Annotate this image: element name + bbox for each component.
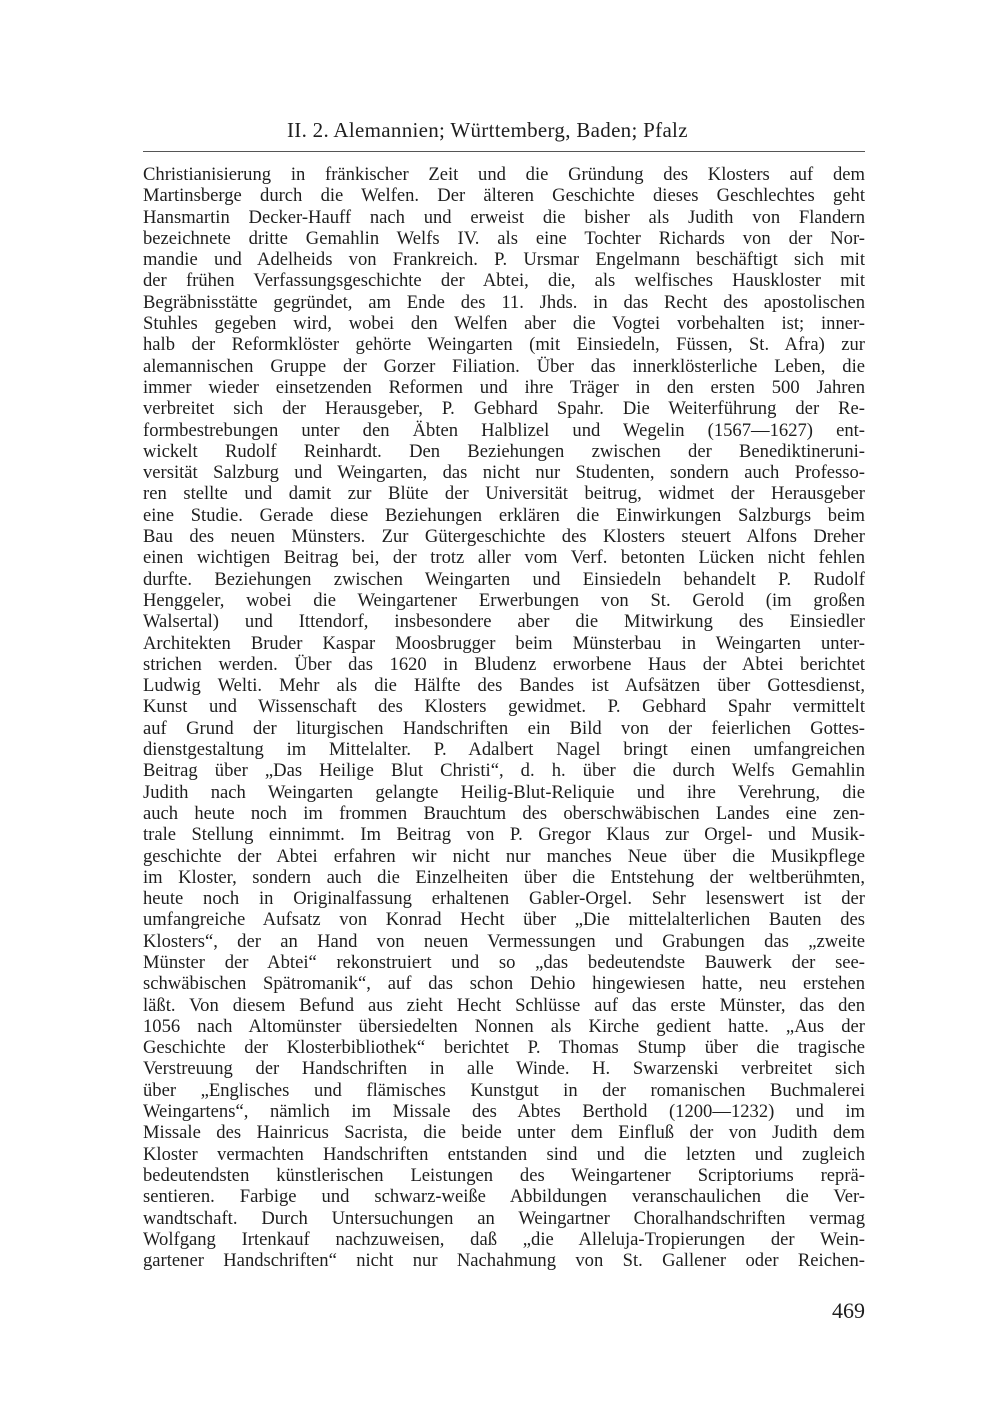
text-line: Martinsberge durch die Welfen. Der älteren Geschichte dieses Geschlechtes geht: [143, 185, 865, 207]
text-line: über „Englisches und flämisches Kunstgut in der romanischen Buchmalerei: [143, 1079, 865, 1101]
text-line: ren stellte und damit zur Blüte der Universität beitrug, widmet der Herausgeber: [143, 483, 865, 505]
text-line: Henggeler, wobei die Weingartener Erwerbungen von St. Gerold (im großen: [143, 589, 865, 611]
text-line: Walsertal) und Ittendorf, insbesondere aber die Mitwirkung des Einsiedler: [143, 611, 865, 633]
text-line: geschichte der Abtei erfahren wir nicht nur manches Neue über die Musikpflege: [143, 845, 865, 867]
text-line: Kloster vermachten Handschriften entstanden sind und die letzten und zugleich: [143, 1143, 865, 1165]
text-line: bezeichnete dritte Gemahlin Welfs IV. als eine Tochter Richards von der Nor-: [143, 227, 865, 249]
text-line: wandtschaft. Durch Untersuchungen an Weingartner Choralhandschriften vermag: [143, 1207, 865, 1229]
text-line: mandie und Adelheids von Frankreich. P. Ursmar Engelmann beschäftigt sich mit: [143, 249, 865, 271]
text-line: schwäbischen Spätromanik“, auf das schon Dehio hingewiesen hatte, neu erstehen: [143, 973, 865, 995]
header-rule: [143, 151, 865, 152]
text-line: Beitrag über „Das Heilige Blut Christi“, d. h. über die durch Welfs Gemahlin: [143, 760, 865, 782]
body-text: [143, 164, 865, 1271]
text-line: bedeutendsten künstlerischen Leistungen des Weingartener Scriptoriums reprä-: [143, 1164, 865, 1186]
text-line: Begräbnisstätte gegründet, am Ende des 11. Jhds. in das Recht des apostolischen: [143, 291, 865, 313]
text-line: heute noch in Originalfassung erhaltenen Gabler-Orgel. Sehr lesenswert ist der: [143, 888, 865, 910]
text-line: formbestrebungen unter den Äbten Halblizel und Wegelin (1567—1627) ent-: [143, 419, 865, 441]
text-line: Weingartens“, nämlich im Missale des Abtes Berthold (1200—1232) und im: [143, 1101, 865, 1123]
text-line: auf Grund der liturgischen Handschriften ein Bild von der feierlichen Gottes-: [143, 717, 865, 739]
text-line: Ludwig Welti. Mehr als die Hälfte des Bandes ist Aufsätzen über Gottesdienst,: [143, 675, 865, 697]
text-line: Missale des Hainricus Sacrista, die beide unter dem Einfluß der von Judith dem: [143, 1122, 865, 1144]
text-line: halb der Reformklöster gehörte Weingarten (mit Einsiedeln, Füssen, St. Afra) zur: [143, 334, 865, 356]
text-line: einen wichtigen Beitrag bei, der trotz aller vom Verf. betonten Lücken nicht fehlen: [143, 547, 865, 569]
text-line: strichen werden. Über das 1620 in Bludenz erworbene Haus der Abtei berichtet: [143, 653, 865, 675]
text-line: gartener Handschriften“ nicht nur Nachahmung von St. Gallener oder Reichen-: [143, 1250, 865, 1272]
text-line: versität Salzburg und Weingarten, das nicht nur Studenten, sondern auch Professo-: [143, 462, 865, 484]
text-line: umfangreiche Aufsatz von Konrad Hecht über „Die mittelalterlichen Bauten des: [143, 909, 865, 931]
text-line: 1056 nach Altomünster übersiedelten Nonnen als Kirche gedient hatte. „Aus der: [143, 1015, 865, 1037]
text-line: Münster der Abtei“ rekonstruiert und so „das bedeutendste Bauwerk der see-: [143, 951, 865, 973]
text-line: durfte. Beziehungen zwischen Weingarten und Einsiedeln behandelt P. Rudolf: [143, 568, 865, 590]
text-line: im Kloster, sondern auch die Einzelheiten über die Entstehung der weltberühmten,: [143, 866, 865, 888]
text-line: der frühen Verfassungsgeschichte der Abtei, die, als welfisches Hauskloster mit: [143, 270, 865, 292]
text-line: Christianisierung in fränkischer Zeit und die Gründung des Klosters auf dem: [143, 164, 865, 185]
running-head: II. 2. Alemannien; Württemberg, Baden; Pfalz: [287, 118, 688, 142]
text-line: trale Stellung einnimmt. Im Beitrag von P. Gregor Klaus zur Orgel- und Musik-: [143, 824, 865, 846]
text-line: Verstreuung der Handschriften in alle Winde. H. Swarzenski verbreitet sich: [143, 1058, 865, 1080]
text-line: Stuhles gegeben wird, wobei den Welfen aber die Vogtei vorbehalten ist; inner-: [143, 313, 865, 335]
text-line: Hansmartin Decker-Hauff nach und erweist die bisher als Judith von Flandern: [143, 206, 865, 228]
text-line: eine Studie. Gerade diese Beziehungen erklären die Einwirkungen Salzburgs beim: [143, 504, 865, 526]
text-line: verbreitet sich der Herausgeber, P. Gebhard Spahr. Die Weiterführung der Re-: [143, 398, 865, 420]
text-line: auch heute noch im frommen Brauchtum des oberschwäbischen Landes eine zen-: [143, 802, 865, 824]
text-line: wickelt Rudolf Reinhardt. Den Beziehungen zwischen der Benediktineruni-: [143, 440, 865, 462]
text-line: Bau des neuen Münsters. Zur Gütergeschichte des Klosters steuert Alfons Dreher: [143, 526, 865, 548]
text-line: Geschichte der Klosterbibliothek“ berichtet P. Thomas Stump über die tragische: [143, 1037, 865, 1059]
text-line: alemannischen Gruppe der Gorzer Filiation. Über das innerklösterliche Leben, die: [143, 355, 865, 377]
text-line: Architekten Bruder Kaspar Moosbrugger beim Münsterbau in Weingarten unter-: [143, 632, 865, 654]
text-line: Klosters“, der an Hand von neuen Vermessungen und Grabungen das „zweite: [143, 930, 865, 952]
text-line: Kunst und Wissenschaft des Klosters gewidmet. P. Gebhard Spahr vermittelt: [143, 696, 865, 718]
text-line: läßt. Von diesem Befund aus zieht Hecht Schlüsse auf das erste Münster, das den: [143, 994, 865, 1016]
text-line: sentieren. Farbige und schwarz-weiße Abbildungen veranschaulichen die Ver-: [143, 1186, 865, 1208]
page-number: 469: [832, 1298, 865, 1323]
text-line: dienstgestaltung im Mittelalter. P. Adalbert Nagel bringt einen umfangreichen: [143, 739, 865, 761]
text-line: Judith nach Weingarten gelangte Heilig-Blut-Reliquie und ihre Verehrung, die: [143, 781, 865, 803]
text-line: Wolfgang Irtenkauf nachzuweisen, daß „die Alleluja-Tropierungen der Wein-: [143, 1228, 865, 1250]
text-line: immer wieder einsetzenden Reformen und ihre Träger in den ersten 500 Jahren: [143, 376, 865, 398]
